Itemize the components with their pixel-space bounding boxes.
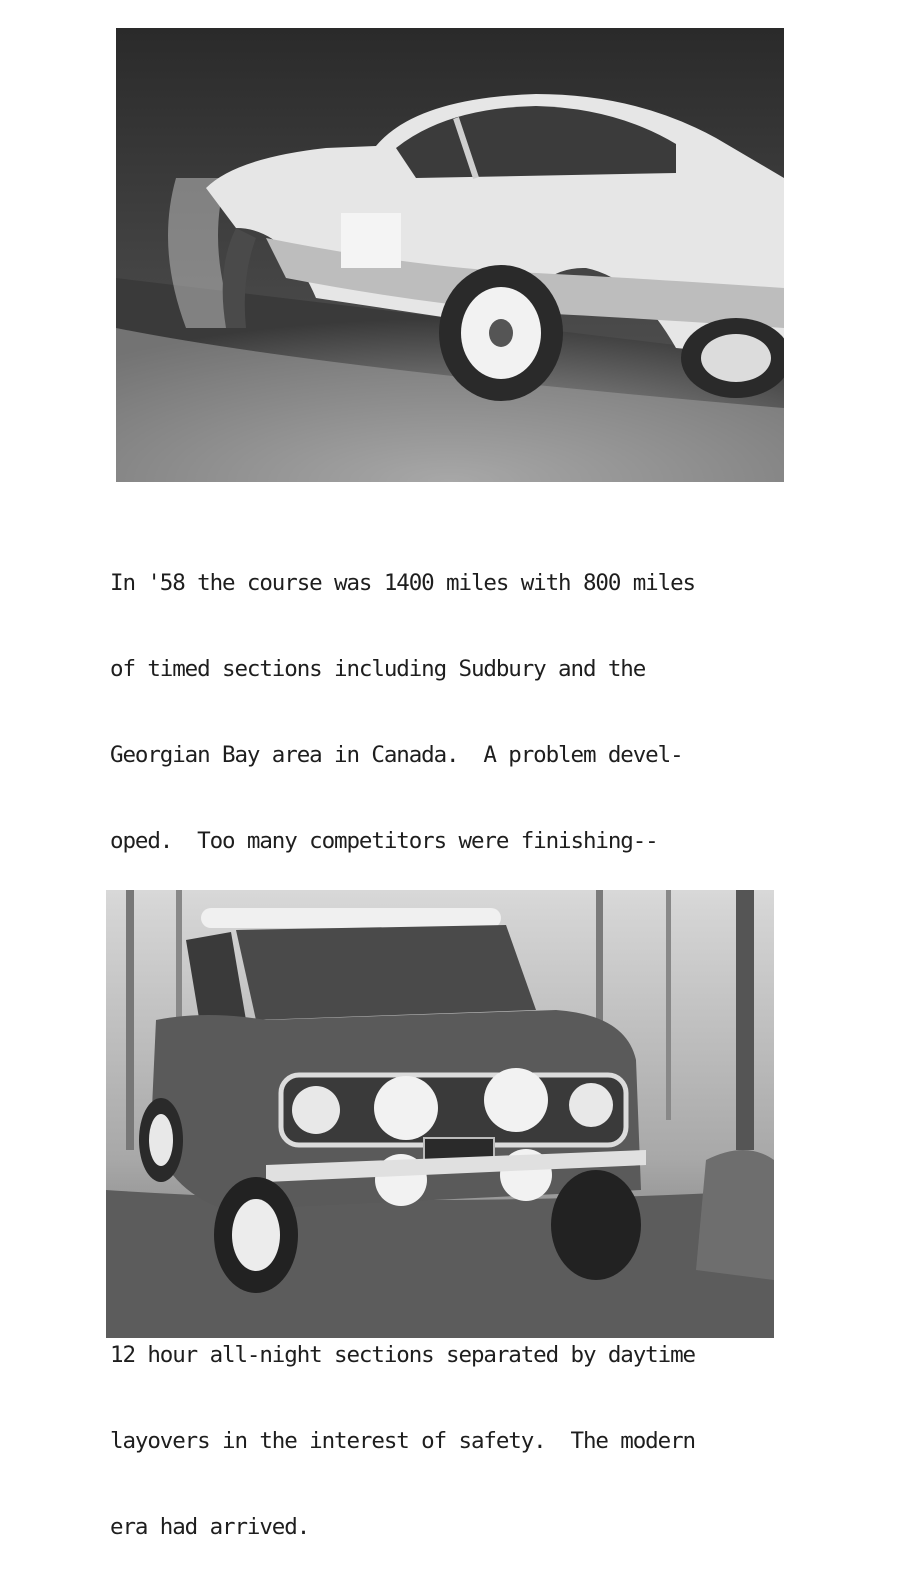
article-line: Georgian Bay area in Canada. A problem devel- xyxy=(110,741,683,768)
rally-car-sedan-photo-icon xyxy=(106,890,774,1338)
article-line: layovers in the interest of safety. The modern xyxy=(110,1428,695,1454)
rally-car-coupe-photo xyxy=(116,28,784,482)
article-line: oped. Too many competitors were finishing-- xyxy=(110,827,658,854)
article-line: 12 hour all-night sections separated by daytime xyxy=(110,1342,695,1369)
rally-car-sedan-photo xyxy=(106,890,774,1338)
article-line: era had arrived. xyxy=(110,1513,310,1540)
article-line: In '58 the course was 1400 miles with 800 miles xyxy=(110,570,695,597)
article-line: of timed sections including Sudbury and the xyxy=(110,655,646,682)
rally-car-sports-coupe-photo-icon xyxy=(116,28,784,482)
